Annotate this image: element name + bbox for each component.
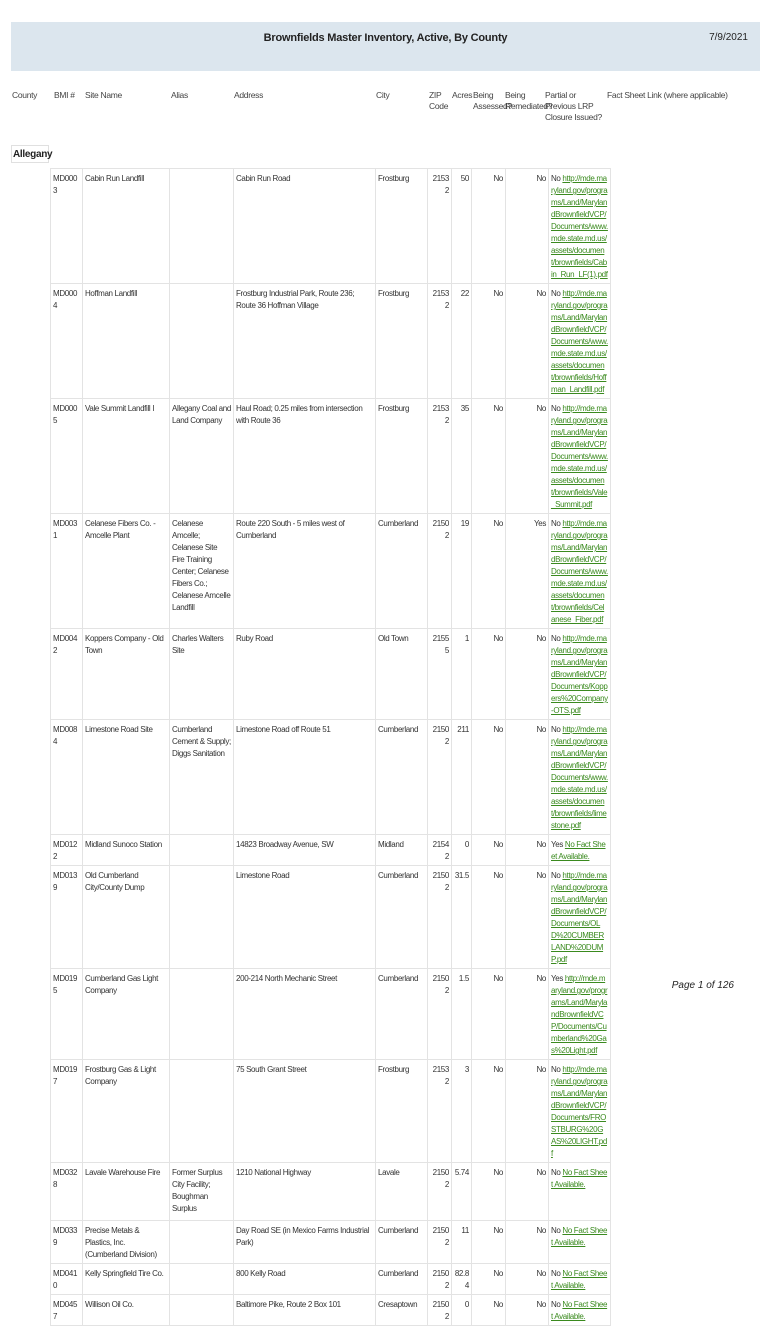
closure-and-link-cell [549,169,611,284]
acres-cell: 0 [452,835,472,866]
acres-cell: 1.5 [452,969,472,1060]
closure-value: No [551,289,561,298]
being-assessed-cell: No [472,514,506,629]
closure-value: No [551,519,561,528]
closure-and-link-cell [549,1264,611,1295]
closure-and-link-cell [549,514,611,629]
fact-sheet-link[interactable]: No Fact Sheet Available. [551,1269,608,1290]
city-cell: Frostburg [376,169,428,284]
col-zip: ZIP Code [429,90,449,111]
bmi-cell: MD0197 [51,1060,83,1163]
closure-value: No [551,1168,561,1177]
table-row [51,629,741,720]
bmi-cell: MD0042 [51,629,83,720]
site-name-cell: Lavale Warehouse Fire [83,1163,170,1221]
acres-cell: 22 [452,284,472,399]
city-cell: Cumberland [376,514,428,629]
closure-value: No [551,1065,561,1074]
city-cell: Cumberland [376,720,428,835]
county-group-label: Allegany [11,145,49,163]
zip-cell: 21532 [428,284,452,399]
zip-cell: 21532 [428,169,452,284]
zip-cell: 21502 [428,1264,452,1295]
zip-cell: 21502 [428,514,452,629]
acres-cell: 1 [452,629,472,720]
city-cell: Frostburg [376,1060,428,1163]
inventory-table [50,168,741,1326]
fact-sheet-link[interactable]: http://mde.maryland.gov/programs/Land/MarylandBrownfieldVCP/Documents/www.mde.state.md.us/assets/document/brownfields/limestone.pdf [551,725,608,830]
city-cell: Cresaptown [376,1295,428,1326]
closure-and-link-cell [549,399,611,514]
acres-cell: 11 [452,1221,472,1264]
alias-cell: Cumberland Cement & Supply; Diggs Sanitation [170,720,234,835]
site-name-cell: Cabin Run Landfill [83,169,170,284]
site-name-cell: Hoffman Landfill [83,284,170,399]
closure-and-link-cell [549,1060,611,1163]
table-row [51,835,741,866]
acres-cell: 19 [452,514,472,629]
col-county: County [12,90,38,100]
alias-cell: Former Surplus City Facility; Boughman Surplus [170,1163,234,1221]
closure-and-link-cell [549,1221,611,1264]
being-remediated-cell: No [506,1221,549,1264]
alias-cell: Celanese Amcelle; Celanese Site Fire Training Center; Celanese Fibers Co.; Celanese Amcelle Landfill [170,514,234,629]
table-row [51,1163,741,1221]
site-name-cell: Midland Sunoco Station [83,835,170,866]
closure-and-link-cell [549,1295,611,1326]
being-remediated-cell: No [506,835,549,866]
being-assessed-cell: No [472,169,506,284]
being-assessed-cell: No [472,866,506,969]
zip-cell: 21532 [428,399,452,514]
zip-cell: 21542 [428,835,452,866]
being-assessed-cell: No [472,284,506,399]
address-cell: Cabin Run Road [234,169,376,284]
site-name-cell: Koppers Company - Old Town [83,629,170,720]
bmi-cell: MD0084 [51,720,83,835]
being-assessed-cell: No [472,1264,506,1295]
col-remediated: Being Remediated? [505,90,553,111]
bmi-cell: MD0004 [51,284,83,399]
being-remediated-cell: No [506,169,549,284]
city-cell: Cumberland [376,969,428,1060]
being-remediated-cell: No [506,969,549,1060]
site-name-cell: Precise Metals & Plastics, Inc. (Cumberland Division) [83,1221,170,1264]
being-remediated-cell: No [506,629,549,720]
acres-cell: 82.84 [452,1264,472,1295]
city-cell: Midland [376,835,428,866]
closure-and-link-cell [549,720,611,835]
being-remediated-cell: No [506,1060,549,1163]
address-cell: 800 Kelly Road [234,1264,376,1295]
bmi-cell: MD0457 [51,1295,83,1326]
col-address: Address [234,90,264,100]
being-remediated-cell: No [506,399,549,514]
alias-cell: Charles Walters Site [170,629,234,720]
closure-value: No [551,634,561,643]
alias-cell [170,969,234,1060]
address-cell: 200-214 North Mechanic Street [234,969,376,1060]
fact-sheet-link[interactable]: http://mde.maryland.gov/programs/Land/MarylandBrownfieldVCP/Documents/www.mde.state.md.us/assets/document/brownfields/Celanese_Fiber.pdf [551,519,608,624]
closure-and-link-cell [549,284,611,399]
col-site-name: Site Name [85,90,122,100]
alias-cell [170,169,234,284]
closure-value: No [551,725,561,734]
closure-and-link-cell [549,835,611,866]
closure-value: Yes [551,974,564,983]
alias-cell: Allegany Coal and Land Company [170,399,234,514]
address-cell: Day Road SE (in Mexico Farms Industrial Park) [234,1221,376,1264]
closure-value: No [551,1300,561,1309]
zip-cell: 21532 [428,1060,452,1163]
acres-cell: 211 [452,720,472,835]
site-name-cell: Kelly Springfield Tire Co. [83,1264,170,1295]
report-title: Brownfields Master Inventory, Active, By County [263,32,508,44]
alias-cell [170,866,234,969]
closure-and-link-cell [549,629,611,720]
being-assessed-cell: No [472,720,506,835]
site-name-cell: Celanese Fibers Co. - Amcelle Plant [83,514,170,629]
table-row [51,1060,741,1163]
col-city: City [376,90,390,100]
column-headers [11,90,760,124]
bmi-cell: MD0005 [51,399,83,514]
fact-sheet-link[interactable]: No Fact Sheet Available. [551,840,606,861]
city-cell: Cumberland [376,1221,428,1264]
table-row [51,1295,741,1326]
site-name-cell: Cumberland Gas Light Company [83,969,170,1060]
page-number: Page 1 of 126 [671,980,734,991]
address-cell: 14823 Broadway Avenue, SW [234,835,376,866]
alias-cell [170,284,234,399]
bmi-cell: MD0328 [51,1163,83,1221]
table-row [51,514,741,629]
alias-cell [170,1295,234,1326]
address-cell: Limestone Road [234,866,376,969]
being-remediated-cell: No [506,1264,549,1295]
bmi-cell: MD0410 [51,1264,83,1295]
being-assessed-cell: No [472,629,506,720]
being-remediated-cell: No [506,866,549,969]
bmi-cell: MD0031 [51,514,83,629]
zip-cell: 21502 [428,969,452,1060]
closure-and-link-cell [549,1163,611,1221]
acres-cell: 0 [452,1295,472,1326]
fact-sheet-link[interactable]: No Fact Sheet Available. [551,1300,608,1321]
table-row [51,1264,741,1295]
alias-cell [170,1264,234,1295]
table-row [51,399,741,514]
address-cell: Limestone Road off Route 51 [234,720,376,835]
zip-cell: 21502 [428,720,452,835]
city-cell: Frostburg [376,284,428,399]
acres-cell: 50 [452,169,472,284]
col-assessed: Being Assessed? [473,90,512,111]
address-cell: 1210 National Highway [234,1163,376,1221]
table-row [51,720,741,835]
address-cell: Haul Road; 0.25 miles from intersection with Route 36 [234,399,376,514]
being-assessed-cell: No [472,1221,506,1264]
being-assessed-cell: No [472,835,506,866]
city-cell: Cumberland [376,866,428,969]
site-name-cell: Vale Summit Landfill I [83,399,170,514]
closure-value: No [551,1226,561,1235]
being-remediated-cell: Yes [506,514,549,629]
col-closure: Partial or Previous LRP Closure Issued? [545,90,602,122]
fact-sheet-link[interactable]: http://mde.maryland.gov/programs/Land/MarylandBrownfieldVCP/Documents/www.mde.state.md.us/assets/document/brownfields/Cabin_Run_LF(1).pdf [551,174,608,279]
city-cell: Old Town [376,629,428,720]
being-assessed-cell: No [472,399,506,514]
acres-cell: 3 [452,1060,472,1163]
closure-value: No [551,174,561,183]
address-cell: Ruby Road [234,629,376,720]
site-name-cell: Old Cumberland City/County Dump [83,866,170,969]
address-cell: 75 South Grant Street [234,1060,376,1163]
site-name-cell: Limestone Road Site [83,720,170,835]
fact-sheet-link[interactable]: http://mde.maryland.gov/programs/Land/MarylandBrownfieldVCP/Documents/FROSTBURG%20GAS%20LIGHT.pdf [551,1065,608,1158]
table-row [51,169,741,284]
report-date: 7/9/2021 [709,32,748,43]
closure-and-link-cell [549,866,611,969]
alias-cell [170,835,234,866]
city-cell: Frostburg [376,399,428,514]
bmi-cell: MD0139 [51,866,83,969]
zip-cell: 21502 [428,1163,452,1221]
report-header [11,22,760,71]
address-cell: Route 220 South - 5 miles west of Cumberland [234,514,376,629]
acres-cell: 31.5 [452,866,472,969]
being-assessed-cell: No [472,969,506,1060]
col-acres: Acres [452,90,473,100]
alias-cell [170,1060,234,1163]
closure-value: Yes [551,840,564,849]
col-alias: Alias [171,90,188,100]
city-cell: Cumberland [376,1264,428,1295]
fact-sheet-link[interactable]: http://mde.maryland.gov/programs/Land/MarylandBrownfieldVCP/Documents/www.mde.state.md.us/assets/document/brownfields/Hoffman_Landfill.pdf [551,289,608,394]
site-name-cell: Willison Oil Co. [83,1295,170,1326]
address-cell: Baltimore Pike, Route 2 Box 101 [234,1295,376,1326]
fact-sheet-link[interactable]: No Fact Sheet Available. [551,1226,608,1247]
table-row [51,284,741,399]
acres-cell: 35 [452,399,472,514]
closure-value: No [551,871,561,880]
fact-sheet-link[interactable]: http://mde.maryland.gov/programs/Land/MarylandBrownfieldVCP/Documents/OLD%20CUMBERLAND%20DUMP.pdf [551,871,608,964]
table-row [51,969,741,1060]
closure-value: No [551,1269,561,1278]
alias-cell [170,1221,234,1264]
address-cell: Frostburg Industrial Park, Route 236; Route 36 Hoffman Village [234,284,376,399]
bmi-cell: MD0003 [51,169,83,284]
fact-sheet-link[interactable]: No Fact Sheet Available. [551,1168,608,1189]
fact-sheet-link[interactable]: http://mde.maryland.gov/programs/Land/MarylandBrownfieldVCP/Documents/Cumberland%20Gas%20Light.pdf [551,974,608,1055]
bmi-cell: MD0122 [51,835,83,866]
being-assessed-cell: No [472,1163,506,1221]
acres-cell: 5.74 [452,1163,472,1221]
zip-cell: 21502 [428,1295,452,1326]
being-assessed-cell: No [472,1295,506,1326]
bmi-cell: MD0339 [51,1221,83,1264]
being-assessed-cell: No [472,1060,506,1163]
table-row [51,1221,741,1264]
col-bmi: BMI # [54,90,75,100]
zip-cell: 21502 [428,866,452,969]
fact-sheet-link[interactable]: http://mde.maryland.gov/programs/Land/MarylandBrownfieldVCP/Documents/Koppers%20Company-OTS.pdf [551,634,608,715]
col-fact-sheet: Fact Sheet Link (where applicable) [607,90,728,100]
being-remediated-cell: No [506,284,549,399]
being-remediated-cell: No [506,720,549,835]
city-cell: Lavale [376,1163,428,1221]
zip-cell: 21555 [428,629,452,720]
closure-and-link-cell [549,969,611,1060]
being-remediated-cell: No [506,1295,549,1326]
table-row [51,866,741,969]
fact-sheet-link[interactable]: http://mde.maryland.gov/programs/Land/MarylandBrownfieldVCP/Documents/www.mde.state.md.us/assets/document/brownfields/Vale_Summit.pdf [551,404,608,509]
closure-value: No [551,404,561,413]
site-name-cell: Frostburg Gas & Light Company [83,1060,170,1163]
zip-cell: 21502 [428,1221,452,1264]
bmi-cell: MD0195 [51,969,83,1060]
being-remediated-cell: No [506,1163,549,1221]
